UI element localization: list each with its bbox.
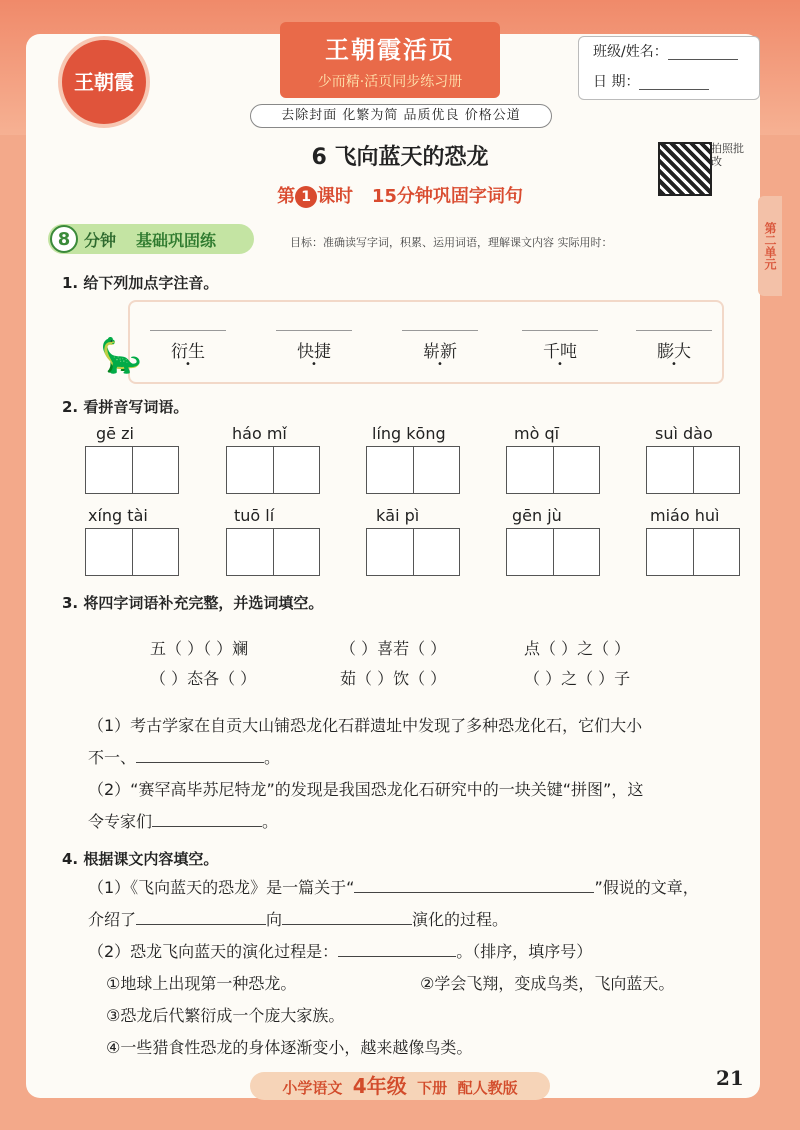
- answer-blank[interactable]: [338, 942, 456, 957]
- emphasis-dot-icon: •: [311, 359, 317, 370]
- answer-blank[interactable]: [282, 910, 412, 925]
- footer-term: 下册: [417, 1079, 448, 1097]
- qr-code-icon[interactable]: [658, 142, 712, 196]
- footer-subject: 小学语文: [282, 1079, 343, 1097]
- footer-grade: 4年级: [352, 1074, 407, 1098]
- q1-word-text: 膨大: [657, 342, 691, 362]
- lesson-sub-rest: 15分钟巩固字词句: [371, 186, 523, 207]
- q1-word: [276, 330, 352, 368]
- idiom[interactable]: （ ）喜若（ ）: [340, 639, 447, 658]
- pinyin: gē zi: [96, 424, 134, 443]
- q4-label: 4. 根据课文内容填空。: [62, 850, 219, 868]
- pinyin: háo mǐ: [232, 424, 287, 443]
- character-grid[interactable]: [646, 528, 740, 576]
- brand-title: 王朝霞活页: [325, 36, 455, 64]
- qr-caption: 拍照批改: [711, 142, 744, 168]
- lesson-sub-suffix: 课时: [317, 186, 354, 207]
- class-name-field[interactable]: [668, 45, 738, 60]
- emphasis-dot-icon: •: [557, 359, 563, 370]
- class-name-label: 班级/姓名：: [593, 44, 668, 60]
- q4-option-4: ④一些猎食性恐龙的身体逐渐变小，越来越像鸟类。: [106, 1038, 473, 1057]
- character-grid[interactable]: [85, 446, 179, 494]
- q4-l1b: ”假说的文章，: [594, 878, 699, 897]
- pinyin: xíng tài: [88, 506, 148, 525]
- q3-s2b: 令专家们: [88, 812, 153, 831]
- pinyin: gēn jù: [512, 506, 562, 525]
- q3-s1b: 不一、: [88, 748, 137, 767]
- class-name-row: [579, 37, 759, 67]
- student-info-box: [578, 36, 760, 100]
- q1-word: [636, 330, 712, 368]
- answer-blank[interactable]: [136, 748, 264, 763]
- q1-word-text: 崭新: [423, 342, 457, 362]
- lesson-title: 6 飞向蓝天的恐龙: [311, 145, 489, 170]
- q4-l3a: （2）恐龙飞向蓝天的演化过程是：: [88, 942, 339, 961]
- pinyin: suì dào: [655, 424, 713, 443]
- brand-logo: 王朝霞: [58, 36, 150, 128]
- q3-label: 3. 将四字词语补充完整，并选词填空。: [62, 594, 324, 612]
- section-tag: [48, 224, 254, 254]
- q4-l1a: （1）《飞向蓝天的恐龙》是一篇关于“: [88, 878, 355, 897]
- q3-sentence-2-end: [88, 812, 278, 832]
- lesson-number-badge: 1: [295, 186, 317, 208]
- idiom[interactable]: 茹（ ）饮（ ）: [340, 669, 447, 688]
- date-row: [579, 67, 759, 97]
- emphasis-dot-icon: •: [185, 359, 191, 370]
- answer-blank[interactable]: [152, 812, 262, 827]
- section-name: 基础巩固练: [136, 231, 217, 250]
- idiom[interactable]: （ ）态各（ ）: [150, 669, 257, 688]
- dinosaur-icon: 🦕: [100, 336, 143, 376]
- q4-l3b: 。（排序，填序号）: [456, 942, 593, 961]
- pinyin: mò qī: [514, 424, 560, 443]
- q4-l2c: 演化的过程。: [412, 910, 509, 929]
- q4-option-2: ②学会飞翔，变成鸟类，飞向蓝天。: [420, 974, 675, 993]
- character-grid[interactable]: [646, 446, 740, 494]
- q1-word-text: 千吨: [543, 342, 577, 362]
- footer-edition: 配人教版: [457, 1079, 518, 1097]
- q1-word: [402, 330, 478, 368]
- pinyin: líng kōng: [372, 424, 446, 443]
- q4-option-3: ③恐龙后代繁衍成一个庞大家族。: [106, 1006, 345, 1025]
- answer-blank[interactable]: [136, 910, 266, 925]
- pinyin-blank[interactable]: [636, 330, 712, 331]
- character-grid[interactable]: [506, 446, 600, 494]
- q2-label: 2. 看拼音写词语。: [62, 398, 189, 416]
- character-grid[interactable]: [85, 528, 179, 576]
- q4-line-1: [88, 878, 699, 898]
- q3-sentence-2: （2）“赛罕高毕苏尼特龙”的发现是我国恐龙化石研究中的一块关键“拼图”，这: [88, 780, 644, 799]
- character-grid[interactable]: [226, 446, 320, 494]
- q1-label: 1. 给下列加点字注音。: [62, 274, 219, 292]
- date-field[interactable]: [639, 75, 709, 90]
- character-grid[interactable]: [366, 446, 460, 494]
- q1-word-text: 快捷: [297, 342, 331, 362]
- pinyin-blank[interactable]: [276, 330, 352, 331]
- page-number: 21: [716, 1066, 744, 1090]
- q4-option-1: ①地球上出现第一种恐龙。: [106, 974, 297, 993]
- character-grid[interactable]: [506, 528, 600, 576]
- pinyin-blank[interactable]: [522, 330, 598, 331]
- character-grid[interactable]: [226, 528, 320, 576]
- q3-s2c: 。: [262, 812, 279, 831]
- date-label: 日 期：: [593, 74, 640, 90]
- section-goal: 目标：准确读写字词，积累、运用词语，理解课文内容 实际用时：: [290, 236, 613, 249]
- emphasis-dot-icon: •: [671, 359, 677, 370]
- answer-blank[interactable]: [354, 878, 594, 893]
- q4-l2a: 介绍了: [88, 910, 137, 929]
- q3-sentence-1-end: [88, 748, 280, 768]
- footer-badge: [250, 1072, 550, 1100]
- idiom[interactable]: （ ）之（ ）子: [524, 669, 631, 688]
- lesson-sub-prefix: 第: [277, 186, 296, 207]
- unit-side-tab: 第二单元: [758, 196, 782, 296]
- q4-line-3: [88, 942, 592, 962]
- q4-line-2: [88, 910, 508, 930]
- idiom[interactable]: 五（ ）（ ）斓: [150, 639, 249, 658]
- idiom[interactable]: 点（ ）之（ ）: [524, 639, 631, 658]
- slogan: 去除封面 化繁为简 品质优良 价格公道: [250, 104, 552, 128]
- q1-word: [522, 330, 598, 368]
- q3-s1c: 。: [264, 748, 281, 767]
- pinyin-blank[interactable]: [402, 330, 478, 331]
- pinyin: kāi pì: [376, 506, 420, 525]
- pinyin-blank[interactable]: [150, 330, 226, 331]
- brand-banner: [280, 22, 500, 98]
- q4-l2b: 向: [266, 910, 283, 929]
- character-grid[interactable]: [366, 528, 460, 576]
- pinyin: miáo huì: [650, 506, 720, 525]
- q1-word-text: 衍生: [171, 342, 205, 362]
- section-unit: 分钟: [84, 231, 117, 250]
- q1-word: [150, 330, 226, 368]
- brand-subtitle: 少而精·活页同步练习册: [317, 74, 463, 90]
- pinyin: tuō lí: [234, 506, 275, 525]
- section-minutes: 8: [50, 225, 78, 253]
- q3-sentence-1: （1）考古学家在自贡大山铺恐龙化石群遗址中发现了多种恐龙化石，它们大小: [88, 716, 643, 735]
- emphasis-dot-icon: •: [437, 359, 443, 370]
